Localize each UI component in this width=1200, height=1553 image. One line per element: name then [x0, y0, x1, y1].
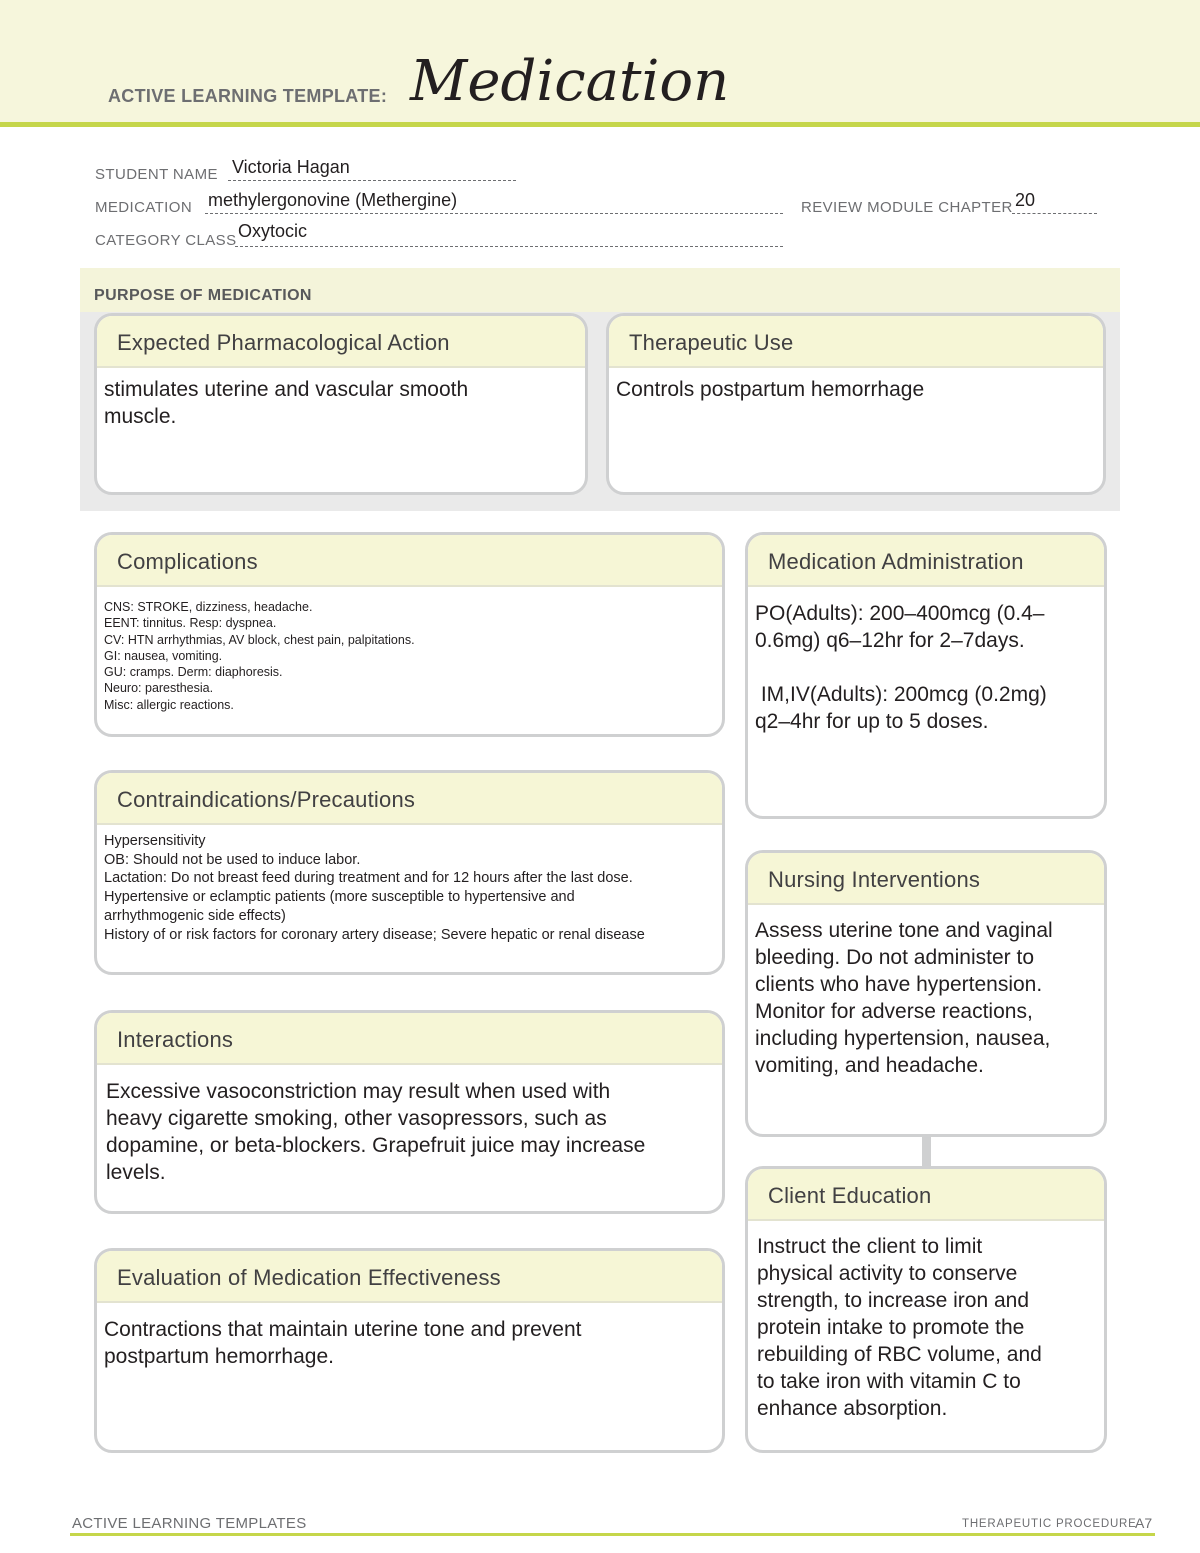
footer-rule: [70, 1533, 1155, 1536]
education-line: enhance absorption.: [757, 1397, 948, 1420]
client-education-text[interactable]: [748, 1221, 1104, 1422]
nursing-line: Monitor for adverse reactions,: [755, 1000, 1033, 1023]
category-class-field[interactable]: Oxytocic: [238, 221, 308, 241]
therapeutic-use-text[interactable]: Controls postpartum hemorrhage: [616, 378, 925, 401]
complications-line: GI: nausea, vomiting.: [104, 648, 223, 663]
interactions-line: Excessive vasoconstriction may result when used with: [106, 1080, 611, 1103]
contraindications-text[interactable]: [97, 825, 722, 944]
medication-line: [205, 213, 783, 214]
nursing-line: Assess uterine tone and vaginal: [755, 919, 1053, 942]
interactions-title: Interactions: [117, 1027, 234, 1052]
interactions-line: heavy cigarette smoking, other vasopressors, such as: [106, 1107, 607, 1130]
evaluation-line: Contractions that maintain uterine tone and prevent: [104, 1318, 582, 1341]
complications-line: Neuro: paresthesia.: [104, 681, 214, 696]
page-title: Medication: [410, 49, 730, 114]
nursing-line: including hypertension, nausea,: [755, 1027, 1051, 1050]
nursing-interventions-text[interactable]: [748, 905, 1104, 1079]
purpose-label: PURPOSE OF MEDICATION: [94, 287, 312, 304]
administration-line: [755, 654, 1094, 681]
nursing-interventions-box: [745, 850, 1107, 1137]
administration-line: 0.6mg) q6–12hr for 2–7days.: [755, 629, 1025, 652]
connector-bar: [922, 1135, 931, 1167]
category-class-line: [235, 246, 783, 247]
education-line: Instruct the client to limit: [757, 1235, 983, 1258]
evaluation-text[interactable]: [97, 1303, 722, 1370]
footer-right-label: THERAPEUTIC PROCEDURE: [962, 1518, 1137, 1530]
contraindications-line: Hypertensive or eclamptic patients (more susceptible to hypertensive and: [104, 889, 575, 906]
student-name-label: STUDENT NAME: [95, 166, 218, 183]
expected-action-text[interactable]: stimulates uterine and vascular smooth muscle.: [104, 378, 469, 428]
administration-line: IM,IV(Adults): 200mcg (0.2mg): [755, 683, 1047, 706]
header-rule: [0, 122, 1200, 127]
complications-title: Complications: [117, 549, 258, 574]
complications-line: CV: HTN arrhythmias, AV block, chest pain, palpitations.: [104, 632, 415, 647]
review-chapter-label: REVIEW MODULE CHAPTER: [801, 199, 1013, 216]
nursing-interventions-title: Nursing Interventions: [768, 867, 981, 892]
education-line: physical activity to conserve: [757, 1262, 1018, 1285]
contraindications-line: arrhythmogenic side effects): [104, 907, 286, 924]
contraindications-line: Hypersensitivity: [104, 833, 206, 849]
footer-page-number: A7: [1135, 1515, 1153, 1531]
nursing-line: bleeding. Do not administer to: [755, 946, 1034, 969]
contraindications-box: [94, 770, 725, 975]
administration-line: PO(Adults): 200–400mcg (0.4–: [755, 602, 1045, 625]
contraindications-title: Contraindications/Precautions: [117, 787, 416, 812]
category-class-label: CATEGORY CLASS: [95, 232, 237, 249]
interactions-box: [94, 1010, 725, 1214]
education-line: strength, to increase iron and: [757, 1289, 1029, 1312]
nursing-line: clients who have hypertension.: [755, 973, 1043, 996]
administration-title: Medication Administration: [768, 549, 1024, 574]
client-education-box: [745, 1166, 1107, 1453]
complications-line: CNS: STROKE, dizziness, headache.: [104, 600, 313, 614]
footer-left-label: ACTIVE LEARNING TEMPLATES: [72, 1515, 307, 1532]
medication-field[interactable]: methylergonovine (Methergine): [208, 190, 458, 210]
student-name-line: [228, 180, 516, 181]
therapeutic-use-title: Therapeutic Use: [629, 330, 794, 355]
education-line: rebuilding of RBC volume, and: [757, 1343, 1042, 1366]
administration-line: q2–4hr for up to 5 doses.: [755, 710, 989, 733]
interactions-text[interactable]: [97, 1065, 722, 1186]
contraindications-line: Lactation: Do not breast feed during treatment and for 12 hours after the last dose.: [104, 870, 633, 887]
template-label: ACTIVE LEARNING TEMPLATE:: [108, 86, 388, 106]
student-name-field[interactable]: Victoria Hagan: [232, 157, 350, 177]
evaluation-box: [94, 1248, 725, 1453]
review-chapter-line: [1012, 213, 1097, 214]
complications-line: Misc: allergic reactions.: [104, 697, 234, 712]
complications-line: EENT: tinnitus. Resp: dyspnea.: [104, 616, 277, 631]
interactions-line: levels.: [106, 1161, 166, 1184]
client-education-title: Client Education: [768, 1183, 932, 1208]
contraindications-line: History of or risk factors for coronary artery disease; Severe hepatic or renal disease: [104, 926, 645, 943]
interactions-line: dopamine, or beta-blockers. Grapefruit juice may increase: [106, 1134, 646, 1157]
evaluation-line: postpartum hemorrhage.: [104, 1345, 334, 1368]
contraindications-line: OB: Should not be used to induce labor.: [104, 851, 361, 868]
complications-box: [94, 532, 725, 737]
education-line: to take iron with vitamin C to: [757, 1370, 1021, 1393]
nursing-line: vomiting, and headache.: [755, 1054, 984, 1077]
expected-action-box: [94, 313, 588, 495]
complications-line: GU: cramps. Derm: diaphoresis.: [104, 665, 283, 680]
administration-box: [745, 532, 1107, 819]
review-chapter-field[interactable]: 20: [1015, 190, 1036, 210]
education-line: protein intake to promote the: [757, 1316, 1025, 1339]
expected-action-title: Expected Pharmacological Action: [117, 330, 450, 355]
therapeutic-use-box: [606, 313, 1106, 495]
complications-text[interactable]: [97, 587, 722, 713]
administration-text[interactable]: [748, 587, 1104, 735]
medication-label: MEDICATION: [95, 199, 193, 216]
evaluation-title: Evaluation of Medication Effectiveness: [117, 1265, 501, 1290]
